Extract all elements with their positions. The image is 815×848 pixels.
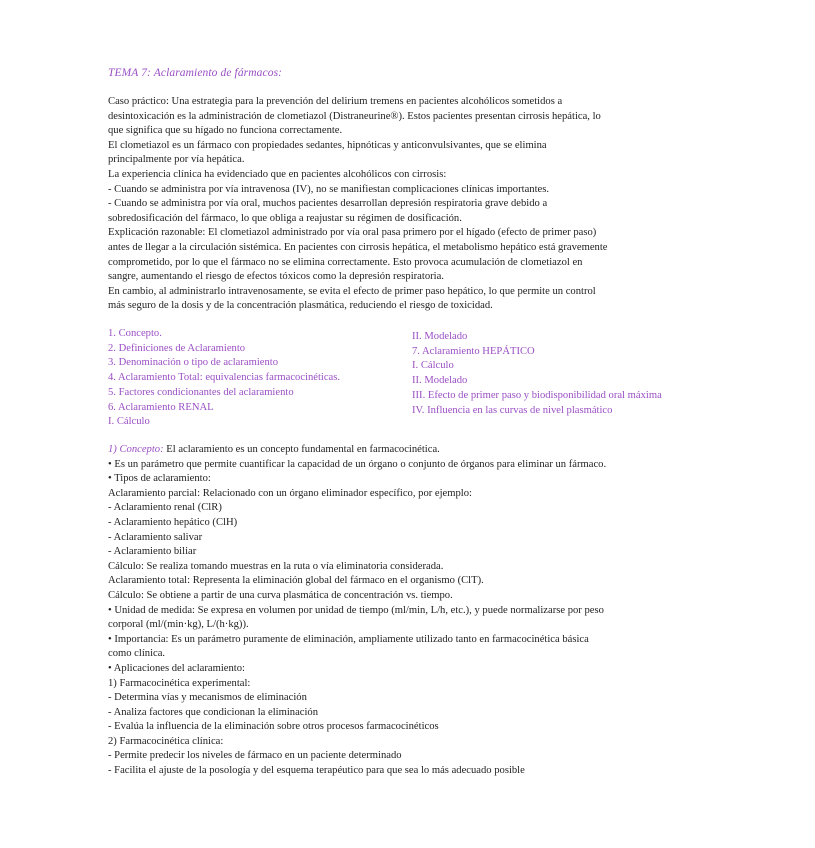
section-1-line: • Importancia: Es un parámetro puramente de eliminación, ampliamente utilizado tanto en farmacocinética básica bbox=[108, 633, 589, 645]
page-title: TEMA 7: Aclaramiento de fármacos: bbox=[108, 67, 283, 79]
section-1-line: - Permite predecir los niveles de fármaco en un paciente determinado bbox=[108, 750, 402, 762]
case-study-line: Caso práctico: Una estrategia para la prevención del delirium tremens en pacientes alcohólicos sometidos a bbox=[108, 96, 563, 107]
toc-item: 7. Aclaramiento HEPÁTICO bbox=[412, 345, 535, 357]
section-1-line: Cálculo: Se realiza tomando muestras en la ruta o vía eliminatoria considerada. bbox=[108, 560, 444, 572]
section-1-line: • Unidad de medida: Se expresa en volumen por unidad de tiempo (ml/min, L/h, etc.), y puede normalizarse por peso bbox=[108, 604, 604, 616]
section-1-line: • Aplicaciones del aclaramiento: bbox=[108, 662, 245, 674]
section-1-line: Aclaramiento parcial: Relacionado con un órgano eliminador específico, por ejemplo: bbox=[108, 487, 472, 499]
section-1-line: • Es un parámetro que permite cuantificar la capacidad de un órgano o conjunto de órganos para eliminar un fármaco. bbox=[108, 458, 607, 470]
toc-item: II. Modelado bbox=[412, 331, 468, 342]
section-1-line: • Tipos de aclaramiento: bbox=[108, 473, 211, 485]
section-1-line: - Aclaramiento renal (ClR) bbox=[108, 502, 222, 514]
toc-item: 5. Factores condicionantes del aclaramiento bbox=[108, 386, 294, 398]
section-1-line: corporal (ml/(min·kg), L/(h·kg)). bbox=[108, 619, 249, 631]
section-1-line: Aclaramiento total: Representa la eliminación global del fármaco en el organismo (ClT). bbox=[108, 575, 484, 587]
section-1-line: 1) Farmacocinética experimental: bbox=[108, 677, 251, 689]
case-study-line: que significa que su hígado no funciona correctamente. bbox=[108, 125, 343, 137]
case-study-line: Explicación razonable: El clometiazol administrado por vía oral pasa primero por el hígado (efecto de primer paso) bbox=[108, 227, 597, 239]
toc-item: IV. Influencia en las curvas de nivel plasmático bbox=[412, 404, 613, 416]
section-1-line: - Facilita el ajuste de la posología y del esquema terapéutico para que sea lo más adecuado posible bbox=[108, 765, 525, 777]
section-1-intro: El aclaramiento es un concepto fundamental en farmacocinética. bbox=[163, 444, 440, 455]
toc-item: III. Efecto de primer paso y biodisponibilidad oral máxima bbox=[412, 389, 662, 401]
case-study-line: sangre, aumentando el riesgo de efectos tóxicos como la depresión respiratoria. bbox=[108, 271, 444, 283]
section-1-heading-line bbox=[108, 443, 748, 458]
case-study-line: En cambio, al administrarlo intravenosamente, se evita el efecto de primer paso hepático, lo que permite un control bbox=[108, 285, 596, 297]
section-1-line: - Aclaramiento biliar bbox=[108, 546, 197, 558]
section-1-line: como clínica. bbox=[108, 648, 166, 660]
section-1-line: - Evalúa la influencia de la eliminación sobre otros procesos farmacocinéticos bbox=[108, 721, 439, 733]
case-study-line: desintoxicación es la administración de clometiazol (Distraneurine®). Estos pacientes presentan cirrosis hepática, lo bbox=[108, 110, 601, 122]
case-study-line: El clometiazol es un fármaco con propiedades sedantes, hipnóticas y anticonvulsivantes, que se elimina bbox=[108, 139, 547, 151]
section-1-line: - Determina vías y mecanismos de eliminación bbox=[108, 692, 307, 704]
case-study-line: sobredosificación del fármaco, lo que obliga a reajustar su régimen de dosificación. bbox=[108, 212, 462, 224]
toc-item: II. Modelado bbox=[412, 375, 468, 387]
toc-item: 6. Aclaramiento RENAL bbox=[108, 401, 214, 413]
case-study-line: antes de llegar a la circulación sistémica. En pacientes con cirrosis hepática, el metabolismo hepático está gravemente bbox=[108, 241, 608, 253]
toc-item: 1. Concepto. bbox=[108, 328, 162, 339]
section-1-concepto bbox=[108, 443, 748, 779]
toc-right-column bbox=[412, 330, 662, 418]
toc-item: 4. Aclaramiento Total: equivalencias farmacocinéticas. bbox=[108, 372, 341, 384]
case-study-line: - Cuando se administra por vía intravenosa (IV), no se manifiestan complicaciones clínicas importantes. bbox=[108, 183, 549, 195]
section-1-line: 2) Farmacocinética clínica: bbox=[108, 735, 224, 747]
toc-item: 2. Definiciones de Aclaramiento bbox=[108, 342, 246, 354]
case-study-line: más seguro de la dosis y de la concentración plasmática, reduciendo el riesgo de toxicidad. bbox=[108, 300, 493, 312]
case-study-line: - Cuando se administra por vía oral, muchos pacientes desarrollan depresión respiratoria grave debido a bbox=[108, 198, 548, 210]
case-study-paragraph bbox=[108, 95, 748, 314]
case-study-line: principalmente por vía hepática. bbox=[108, 154, 245, 166]
section-1-heading: 1) Concepto: bbox=[108, 444, 164, 455]
toc-item: 3. Denominación o tipo de aclaramiento bbox=[108, 357, 279, 369]
case-study-line: comprometido, por lo que el fármaco no se elimina correctamente. Esto provoca acumulación de clometiazol en bbox=[108, 256, 583, 268]
section-1-line: - Analiza factores que condicionan la eliminación bbox=[108, 706, 319, 718]
section-1-line: Cálculo: Se obtiene a partir de una curva plasmática de concentración vs. tiempo. bbox=[108, 589, 453, 601]
section-1-line: - Aclaramiento salivar bbox=[108, 531, 203, 543]
case-study-line: La experiencia clínica ha evidenciado que en pacientes alcohólicos con cirrosis: bbox=[108, 168, 447, 180]
toc-left-column bbox=[108, 327, 340, 430]
toc-item: I. Cálculo bbox=[108, 416, 150, 428]
toc-item: I. Cálculo bbox=[412, 360, 454, 372]
section-1-line: - Aclaramiento hepático (ClH) bbox=[108, 516, 238, 528]
